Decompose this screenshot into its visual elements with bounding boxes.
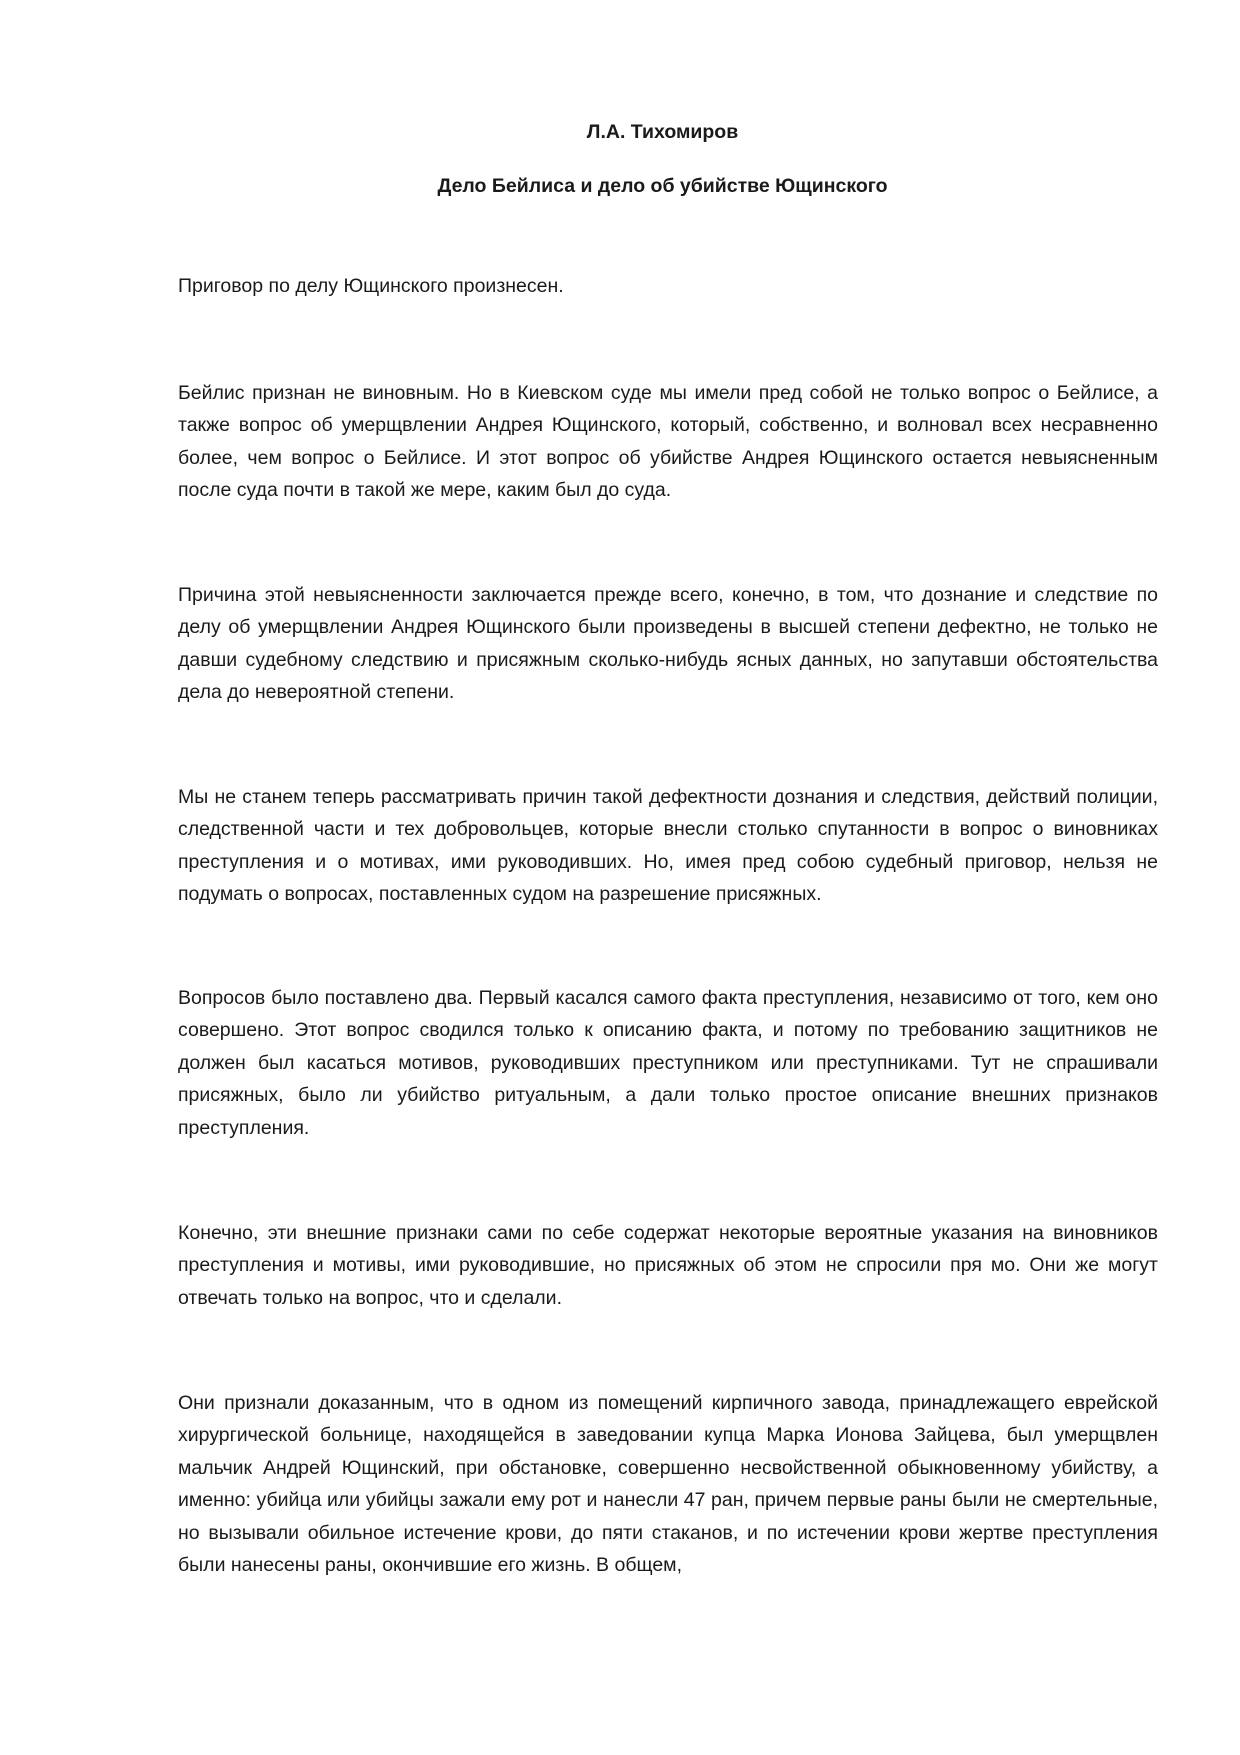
paragraph: Бейлис признан не виновным. Но в Киевском суде мы имели пред собой не только вопрос о Бейлисе, а также вопрос об умерщвлении Андрея Ющинского, который, собственно, и волновал всех несравненно более, чем вопрос о Бейлисе. И этот вопрос об убийстве Андрея Ющинского остается невыясненным после суда почти в такой же мере, каким был до суда. [178,382,1158,502]
paragraph: Причина этой невыясненности заключается прежде всего, конечно, в том, что дознание и следствие по делу об умерщвлении Андрея Ющинского были произведены в высшей степени дефектно, не только не давши судебному следствию и присяжным сколько-нибудь ясных данных, но запутавши обстоятельства дела до невероятной степени. [178,584,1158,704]
paragraph: Конечно, эти внешние признаки сами по себе содержат некоторые вероятные указания на виновников преступления и мотивы, ими руководившие, но присяжных об этом не спросили пря мо. Они же могут отвечать только на вопрос, что и сделали. [178,1222,1158,1309]
author-heading: Л.А. Тихомиров [586,121,739,143]
document-title: Дело Бейлиса и дело об убийстве Ющинского [437,175,888,197]
paragraph: Вопросов было поставлено два. Первый касался самого факта преступления, независимо от того, кем оно совершено. Этот вопрос сводился только к описанию факта, и потому по требованию защитников не должен был касаться мотивов, руководивших преступником или преступниками. Тут не спрашивали присяжных, было ли убийство ритуальным, а дали только простое описание внешних признаков преступления. [178,987,1158,1139]
paragraph: Они признали доказанным, что в одном из помещений кирпичного завода, принадлежащего еврейской хирургической больнице, находящейся в заведовании купца Марка Ионова Зайцева, был умерщвлен мальчик Андрей Ющинский, при обстановке, совершенно несвойственной обыкновенному убийству, а именно: убийца или убийцы зажали ему рот и нанесли 47 ран, причем первые раны были не смертельные, но вызывали обильное истечение крови, до пяти стаканов, и по истечении крови жертве преступления были нанесены раны, окончившие его жизнь. В общем, [178,1392,1158,1577]
paragraph: Приговор по делу Ющинского произнесен. [178,275,564,297]
paragraph: Мы не станем теперь рассматривать причин такой дефектности дознания и следствия, действий полиции, следственной части и тех добровольцев, которые внесли столько спутанности в вопрос о виновниках преступления и о мотивах, ими руководивших. Но, имея пред собою судебный приговор, нельзя не подумать о вопросах, поставленных судом на разрешение присяжных. [178,786,1158,906]
